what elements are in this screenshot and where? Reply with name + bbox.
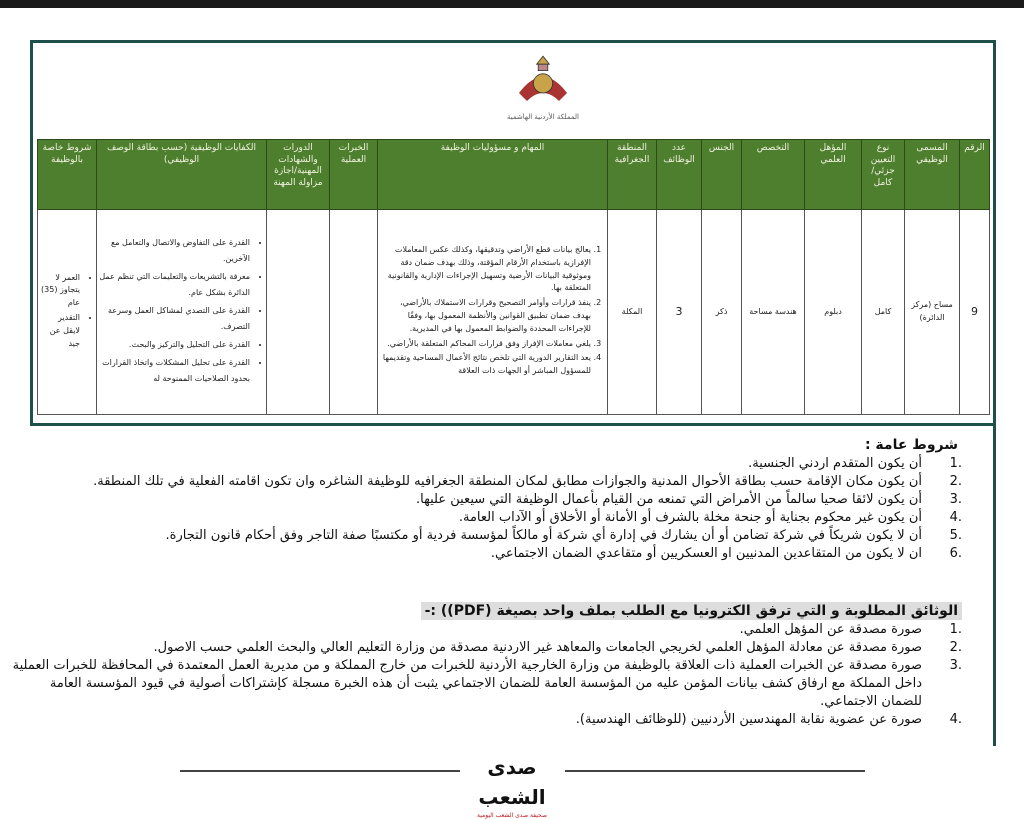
column-header: الخبرات العملية (330, 140, 378, 210)
column-header: المهام و مسؤوليات الوظيفة (378, 140, 608, 210)
item-number: 4. (949, 510, 962, 525)
cell-tasks (378, 210, 608, 415)
list-item: • القدرة على التحليل والتركيز والبحث. (99, 337, 250, 353)
list-item: • التقدير لايقل عن جيد (40, 312, 80, 350)
cell-count: 3 (657, 210, 702, 415)
item-number: 1. (949, 456, 962, 471)
item-number: 2. (949, 640, 962, 655)
cell-experience (330, 210, 378, 415)
top-bar (0, 0, 1024, 8)
item-number: 3. (949, 658, 962, 673)
list-item: 1. يعالج بيانات قطع الأراضي وتدقيقها، وكذلك عكس المعاملات الإفرازية باستخدام الأرقام المؤقتة، وذلك بهدف ضمان دقة وموثوقية البيانات الأرضية وتسهيل الإجراءات الإدارية والقانونية المتعلقة بها. (380, 244, 591, 295)
column-header: المؤهل العلمي (805, 140, 862, 210)
table-header-row (38, 140, 990, 210)
divider (180, 770, 460, 772)
column-header: نوع التعيين جزئي/ كامل (862, 140, 905, 210)
cell-gender: ذكر (702, 210, 742, 415)
column-header: المسمى الوظيفي (905, 140, 960, 210)
logo-text: صدى الشعب (478, 755, 546, 809)
list-item (12, 639, 962, 657)
table-row (38, 210, 990, 415)
list-item (12, 621, 962, 639)
cell-courses (267, 210, 330, 415)
list-item: • العمر لا يتجاوز (35) عام (40, 272, 80, 310)
list-item: • القدرة على التصدي لمشاكل العمل وسرعة التصرف. (99, 303, 250, 335)
item-text: صورة مصدقة عن المؤهل العلمي. (739, 622, 922, 637)
cell-qualification: دبلوم (805, 210, 862, 415)
list-item: • القدرة على تحليل المشكلات واتخاذ القرارات بحدود الصلاحيات الممنوحة له (99, 355, 250, 387)
crest-icon (508, 53, 578, 109)
list-item (62, 545, 962, 563)
required-documents (12, 602, 962, 729)
cell-specialty: هندسة مساحة (742, 210, 805, 415)
general-conditions-title: شروط عامة : (864, 437, 958, 453)
column-header: الجنس (702, 140, 742, 210)
item-text: صورة عن عضوية نقابة المهندسين الأردنيين (للوظائف الهندسية). (575, 712, 922, 727)
item-number: 1. (949, 622, 962, 637)
column-header: التخصص (742, 140, 805, 210)
page-border (993, 426, 996, 746)
item-number: 2. (949, 474, 962, 489)
cell-region: المكلة (608, 210, 657, 415)
cell-competencies (97, 210, 267, 415)
item-text: ان لا يكون من المتقاعدين المدنيين او العسكريين أو متقاعدي الضمان الاجتماعي. (490, 546, 922, 561)
list-item (62, 509, 962, 527)
documents-title: الوثائق المطلوبة و التي ترفق الكترونيا مع الطلب بملف واحد بصيغة (PDF)) :- (421, 602, 962, 620)
column-header: الرقم (960, 140, 990, 210)
item-number: 4. (949, 712, 962, 727)
divider (565, 770, 865, 772)
list-item (62, 527, 962, 545)
column-header: المنطقة الجغرافية (608, 140, 657, 210)
job-table-frame (30, 40, 996, 426)
cell-title: مساح (مركز الدائرة) (905, 210, 960, 415)
item-text: صورة مصدقة عن معادلة المؤهل العلمي لخريجي الجامعات والمعاهد غير الاردنية مصدقة من وزارة التعليم العالي والبحث العلمي حسب الاصول. (153, 640, 922, 655)
newspaper-logo (462, 752, 562, 819)
list-item: • القدرة على التفاوض والاتصال والتعامل مع الآخرين. (99, 235, 250, 267)
list-item (62, 491, 962, 509)
cell-number: 9 (960, 210, 990, 415)
item-number: 3. (949, 492, 962, 507)
cell-type: كامل (862, 210, 905, 415)
job-table (37, 139, 990, 415)
list-item (62, 473, 962, 491)
list-item: 2. ينفذ قرارات وأوامر التصحيح وقرارات الاستملاك بالأراضي، بهدف ضمان تطبيق القوانين والأنظمة المعمول بها، وفقًا للإجراءات المحددة والضوابط المعمول بها في المديرية. (380, 297, 591, 335)
list-item (62, 455, 962, 473)
general-conditions (62, 436, 962, 563)
column-header: شروط خاصة بالوظيفة (38, 140, 97, 210)
item-text: أن يكون لائقا صحيا سالماً من الأمراض التي تمنعه من القيام بأعمال الوظيفة التي سيعين عليها. (416, 492, 922, 507)
item-text: صورة مصدقة عن الخبرات العملية ذات العلاقة بالوظيفة من وزارة الخارجية الأردنية للخبرات من خارج المملكة و من مديرية العمل المعتمدة في المحافظة للخبرات العملية داخل المملكة مع ارفاق كشف بيانات المؤمن عليه من المؤسسة العامة للضمان الاجتماعي يثبت أن هذه الخبرة مسجلة كإشتراكات أصولية في قيود المؤسسة العامة للضمان الاجتماعي. (12, 658, 922, 709)
logo-subtitle: صحيفة صدى الشعب اليومية (477, 812, 547, 819)
item-number: 6. (949, 546, 962, 561)
column-header: عدد الوظائف (657, 140, 702, 210)
item-text: أن يكون غير محكوم بجناية أو جنحة مخلة بالشرف أو الأمانة أو الأخلاق أو الآداب العامة. (458, 510, 922, 525)
column-header: الكفايات الوظيفية (حسب بطاقة الوصف الوظيفي) (97, 140, 267, 210)
list-item (12, 657, 962, 711)
list-item: • معرفة بالتشريعات والتعليمات التي تنظم عمل الدائرة بشكل عام. (99, 269, 250, 301)
list-item: 4. يعد التقارير الدورية التي تلخص نتائج الأعمال المساحية وتقديمها للمسؤول المباشر أو الجهات ذات العلاقة (380, 352, 591, 378)
list-item: 3. يلغي معاملات الإفراز وفق قرارات المحاكم المتعلقة بالأراضي. (380, 338, 591, 351)
cell-special-conditions (38, 210, 97, 415)
item-text: أن يكون مكان الإقامة حسب بطاقة الأحوال المدنية والجوازات مطابق لمكان المنطقة الجغرافيه للوظيفة الشاغره وان تكون اقامته الفعلية في تلك المنطقة. (93, 474, 922, 489)
list-item (12, 711, 962, 729)
emblem-text: المملكة الأردنية الهاشمية (506, 113, 580, 121)
column-header: الدورات والشهادات المهنية/اجازة مزاولة المهنة (267, 140, 330, 210)
item-text: أن يكون المتقدم اردني الجنسية. (748, 456, 922, 471)
item-number: 5. (949, 528, 962, 543)
item-text: أن لا يكون شريكاً في شركة تضامن أو أن يشارك في إدارة أي شركة أو مالكاً لمؤسسة فردية أو مكتسبًا صفة التاجر وفق أحكام قانون التجارة. (165, 528, 922, 543)
